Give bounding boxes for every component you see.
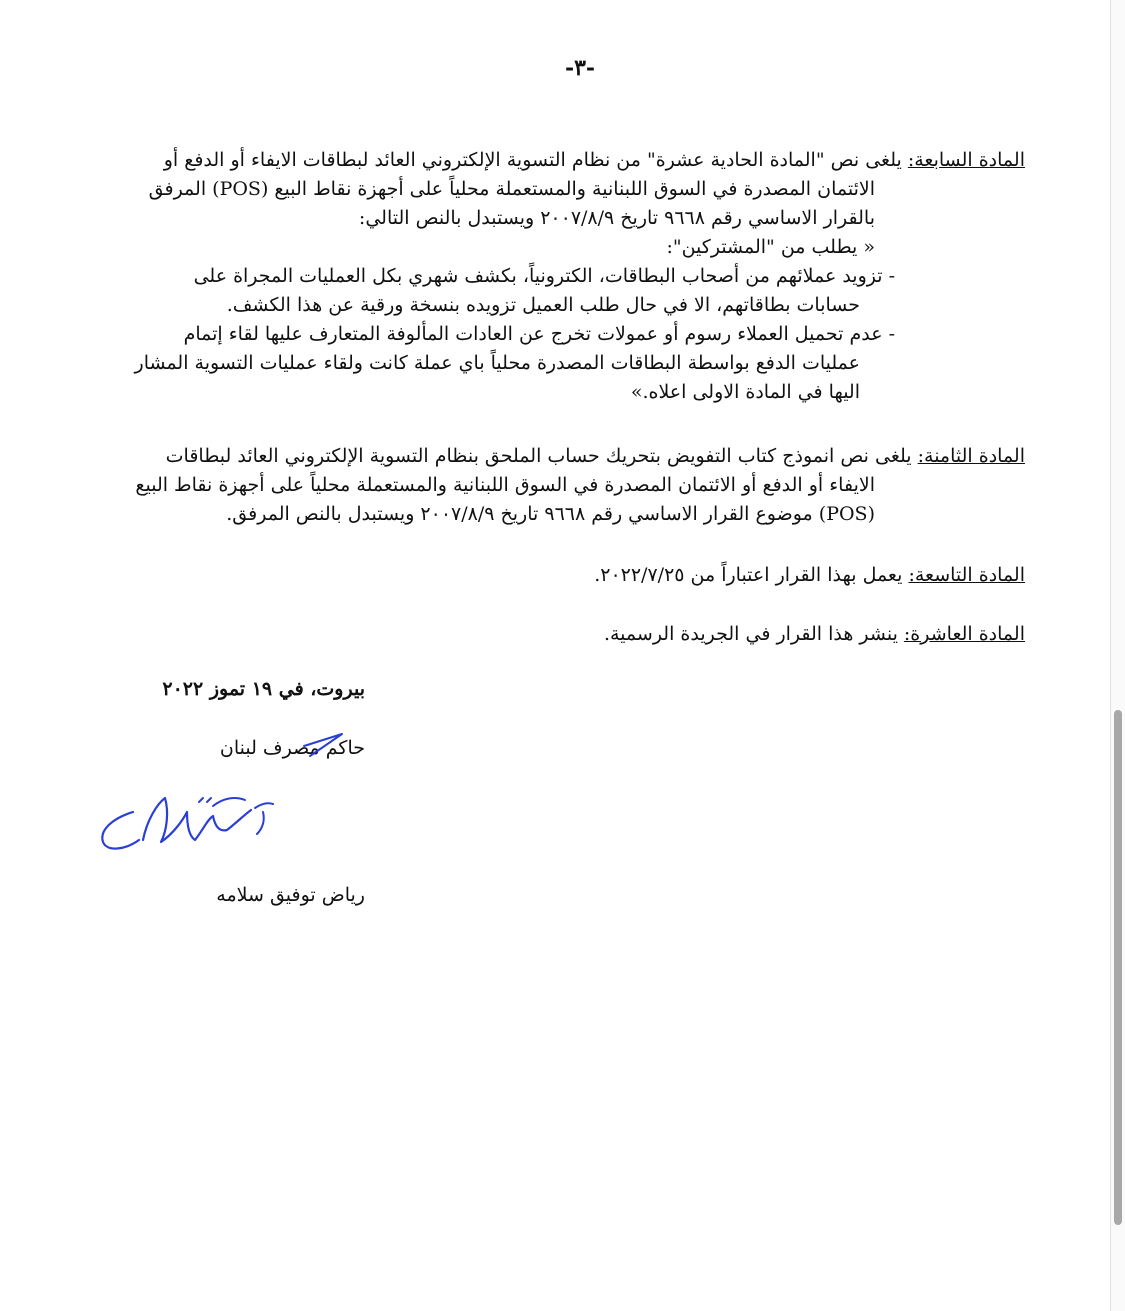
article-ten-text: ينشر هذا القرار في الجريدة الرسمية.	[603, 623, 904, 645]
article-nine-text: يعمل بهذا القرار اعتباراً من ٢٠٢٢/٧/٢٥.	[594, 564, 909, 586]
article-nine	[135, 561, 1025, 590]
article-seven-label: المادة السابعة:	[907, 149, 1025, 171]
article-ten-label: المادة العاشرة:	[903, 623, 1025, 645]
signatory-name: رياض توفيق سلامه	[216, 884, 365, 906]
article-nine-label: المادة التاسعة:	[908, 564, 1025, 586]
article-eight-label: المادة الثامنة:	[917, 445, 1025, 467]
article-eight-line-1	[135, 442, 1025, 471]
page-number: -٣-	[564, 55, 596, 81]
article-eight	[135, 442, 1025, 529]
article-seven-bullet-1-line-2: حسابات بطاقاتهم، الا في حال طلب العميل تزويده بنسخة ورقية عن هذا الكشف.	[226, 294, 860, 316]
article-nine-line	[135, 561, 1025, 590]
article-eight-text-1: يلغى نص انموذج كتاب التفويض بتحريك حساب الملحق بنظام التسوية الإلكتروني العائد لبطاقات	[165, 445, 918, 467]
article-seven-line-1	[135, 146, 1025, 175]
article-seven-bullet-2-line-2: عمليات الدفع بواسطة البطاقات المصدرة محلياً باي عملة كانت ولقاء عمليات التسوية المشار	[134, 352, 860, 374]
article-seven-bullet-1-line-1: - تزويد عملائهم من أصحاب البطاقات، الكترونياً، بكشف شهري بكل العمليات المجراة على	[193, 265, 895, 287]
article-seven-text-2: الائتمان المصدرة في السوق اللبنانية والمستعملة محلياً على أجهزة نقاط البيع (POS) المرفق	[148, 178, 875, 200]
article-seven-text-1: يلغى نص "المادة الحادية عشرة" من نظام التسوية الإلكتروني العائد لبطاقات الايفاء أو الدفع أو	[163, 149, 908, 171]
article-ten	[135, 620, 1025, 649]
article-seven-bullet-2-line-1: - عدم تحميل العملاء رسوم أو عمولات تخرج عن العادات المألوفة المتعارف عليها لقاء إتمام	[183, 323, 895, 345]
article-seven-bullet-2-line-3: اليها في المادة الاولى اعلاه.»	[630, 381, 860, 403]
article-seven-quote: « يطلب من "المشتركين":	[666, 236, 875, 258]
scrollbar-track[interactable]	[1110, 0, 1125, 1311]
signatory-title: حاكم مصرف لبنان	[219, 737, 365, 759]
article-eight-text-2: الايفاء أو الدفع أو الائتمان المصدرة في السوق اللبنانية والمستعملة محلياً على أجهزة نقاط البيع	[135, 474, 875, 496]
article-seven	[135, 146, 1025, 407]
article-eight-text-3: (POS) موضوع القرار الاساسي رقم ٩٦٦٨ تاريخ ٢٠٠٧/٨/٩ ويستبدل بالنص المرفق.	[226, 503, 875, 525]
article-ten-line	[135, 620, 1025, 649]
article-seven-text-3: بالقرار الاساسي رقم ٩٦٦٨ تاريخ ٢٠٠٧/٨/٩ ويستبدل بالنص التالي:	[358, 207, 875, 229]
handwritten-signature	[95, 790, 280, 865]
place-date: بيروت، في ١٩ تموز ٢٠٢٢	[162, 678, 365, 700]
scrollbar-thumb[interactable]	[1114, 710, 1122, 1225]
pen-stroke-mark	[300, 730, 350, 760]
